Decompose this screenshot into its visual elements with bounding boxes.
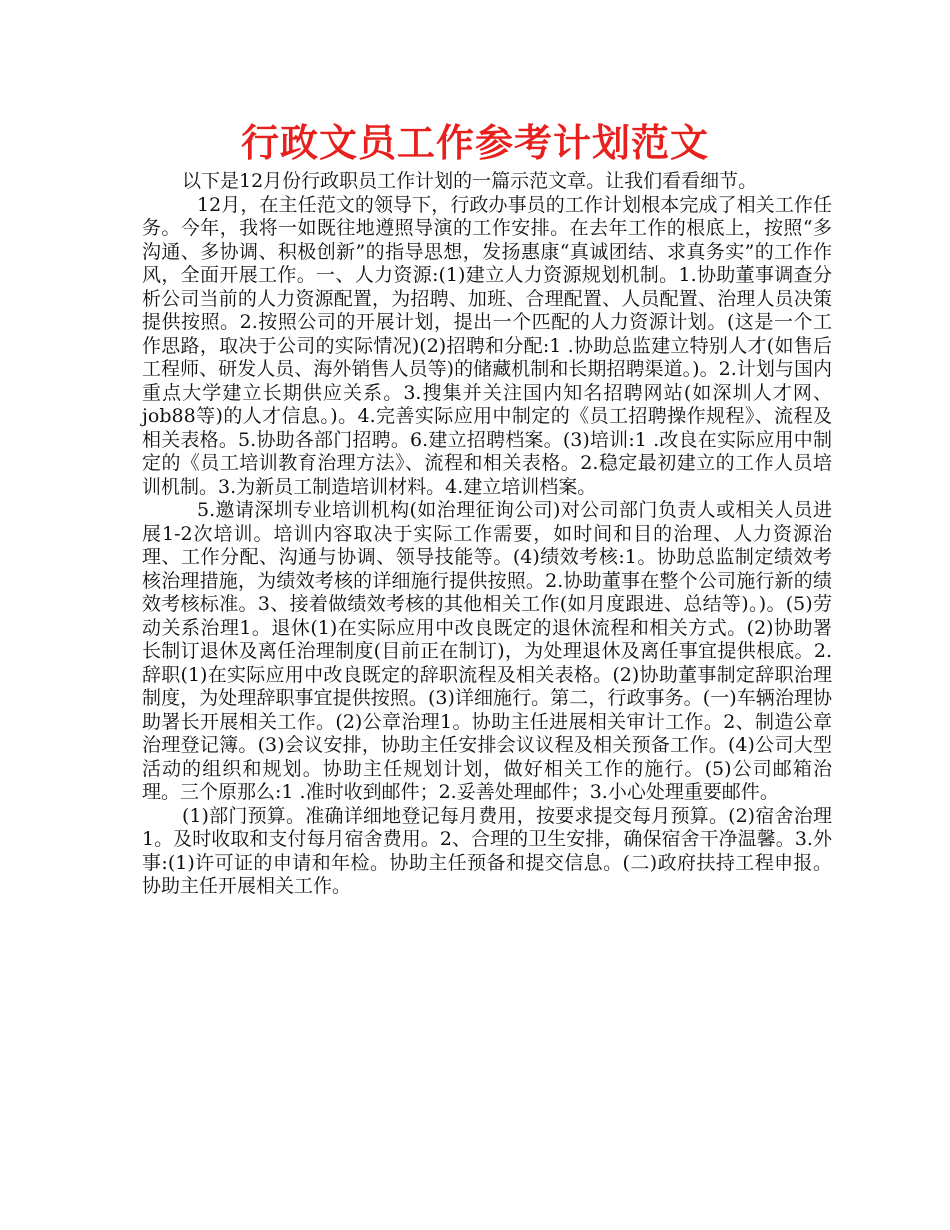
paragraph-intro: 以下是12月份行政职员工作计划的一篇示范文章。让我们看看细节。 (182, 170, 758, 192)
document-body (142, 170, 832, 899)
paragraph-plan-overview: 12月，在主任范文的领导下，行政办事员的工作计划根本完成了相关工作任务。今年，我将一如既往地遵照导演的工作安排。在去年工作的根底上，按照“多沟通、多协调、积极创新”的指导思想，发扬惠康“真诚团结、求真务实”的工作作风，全面开展工作。一、人力资源:(1)建立人力资源规划机制。1.协助董事调查分析公司当前的人力资源配置，为招聘、加班、合理配置、人员配置、治理人员决策提供按照。2.按照公司的开展计划，提出一个匹配的人力资源计划。(这是一个工作思路，取决于公司的实际情况)(2)招聘和分配:1 .协助总监建立特别人才(如售后工程师、研发人员、海外销售人员等)的储藏机制和长期招聘渠道。)。2.计划与国内重点大学建立长期供应关系。3.搜集并关注国内知名招聘网站(如深圳人才网、job88等)的人才信息。)。4.完善实际应用中制定的《员工招聘操作规程》、流程及相关表格。5.协助各部门招聘。6.建立招聘档案。(3)培训:1 .改良在实际应用中制定的《员工培训教育治理方法》、流程和相关表格。2.稳定最初建立的工作人员培训机制。3.为新员工制造培训材料。4.建立培训档案。 (142, 193, 832, 498)
paragraph-budget-and-dorm: (1)部门预算。准确详细地登记每月费用，按要求提交每月预算。(2)宿舍治理1。及时收取和支付每月宿舍费用。2、合理的卫生安排，确保宿舍干净温馨。3.外事:(1)许可证的申请和年检。协助主任预备和提交信息。(二)政府扶持工程申报。协助主任开展相关工作。 (142, 804, 832, 897)
document-title: 行政文员工作参考计划范文 (240, 121, 709, 165)
paragraph-training-and-admin: 5.邀请深圳专业培训机构(如治理征询公司)对公司部门负责人或相关人员进展1-2次培训。培训内容取决于实际工作需要，如时间和目的治理、人力资源治理、工作分配、沟通与协调、领导技能等。(4)绩效考核:1。协助总监制定绩效考核治理措施，为绩效考核的详细施行提供按照。2.协助董事在整个公司施行新的绩效考核标准。3、接着做绩效考核的其他相关工作(如月度跟进、总结等)。)。(5)劳动关系治理1。退休(1)在实际应用中改良既定的退休流程和相关方式。(2)协助署长制订退休及离任治理制度(目前正在制订)，为处理退休及离任事宜提供根底。2.辞职(1)在实际应用中改良既定的辞职流程及相关表格。(2)协助董事制定辞职治理制度，为处理辞职事宜提供按照。(3)详细施行。第二，行政事务。(一)车辆治理协助署长开展相关工作。(2)公章治理1。协助主任进展相关审计工作。2、制造公章治理登记簿。(3)会议安排，协助主任安排会议议程及相关预备工作。(4)公司大型活动的组织和规划。协助主任规划计划，做好相关工作的施行。(5)公司邮箱治理。三个原那么:1 .准时收到邮件；2.妥善处理邮件；3.小心处理重要邮件。 (142, 499, 832, 803)
